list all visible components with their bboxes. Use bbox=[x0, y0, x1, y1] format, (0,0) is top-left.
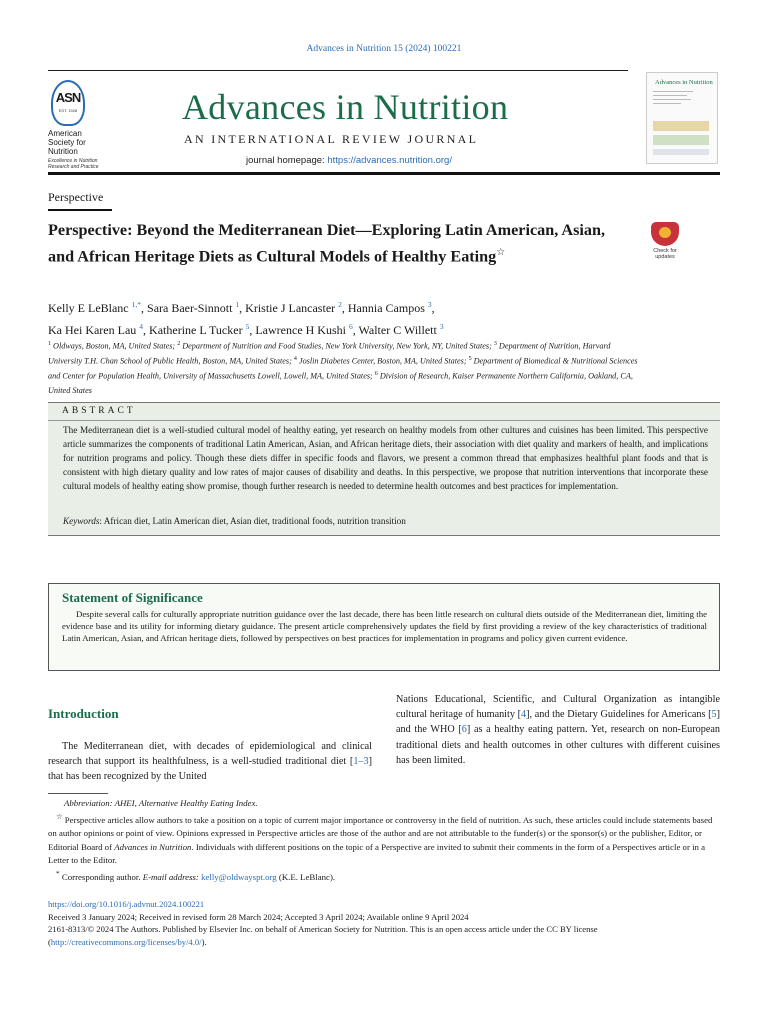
author-name[interactable]: Katherine L Tucker bbox=[149, 322, 243, 337]
significance-heading: Statement of Significance bbox=[62, 590, 203, 605]
reference-link[interactable]: 4 bbox=[521, 709, 527, 721]
footnote-abbreviation: Abbreviation: AHEI, Alternative Healthy Eating Index. bbox=[64, 798, 258, 808]
check-for-updates-label: Check for updates bbox=[653, 248, 677, 260]
journal-cover-thumbnail[interactable] bbox=[646, 72, 718, 164]
society-name: American Society for Nutrition Excellence in Nutrition Research and Practice bbox=[48, 129, 108, 170]
crossmark-icon bbox=[651, 222, 679, 246]
header-divider bbox=[48, 172, 720, 175]
journal-homepage: journal homepage: https://advances.nutrition.org/ bbox=[246, 155, 452, 166]
author-affiliation-ref[interactable]: 5 bbox=[245, 321, 250, 331]
author-name[interactable]: Walter C Willett bbox=[358, 322, 437, 337]
introduction-heading: Introduction bbox=[48, 706, 119, 721]
author-affiliation-ref[interactable]: 2 bbox=[338, 300, 342, 309]
author-name[interactable]: Sara Baer-Sinnott bbox=[147, 301, 233, 315]
license-info: 2161-8313/© 2024 The Authors. Published by Elsevier Inc. on behalf of American Society for Nutrition. This is an open access article under the CC BY license (http://creativecommons.org/licenses/by/4.0/). bbox=[48, 924, 598, 947]
footnotes bbox=[48, 797, 720, 884]
author-email-link[interactable]: kelly@oldwayspt.org bbox=[201, 871, 277, 882]
section-underline bbox=[48, 209, 112, 211]
journal-title: Advances in Nutrition bbox=[182, 87, 509, 127]
introduction-text-left: The Mediterranean diet, with decades of epidemiological and clinical research that support its healthfulness, is a well-studied traditional diet [1–3] that has been recognized by the United bbox=[48, 741, 372, 783]
author-name[interactable]: Ka Hei Karen Lau bbox=[48, 322, 137, 337]
author-name[interactable]: Lawrence H Kushi bbox=[255, 322, 346, 337]
affiliations: $^1$ Oldways, Boston, MA, United States; $^2$ Department of Nutrition and Food Studies, New York University, New York, NY, United States; $^3$ Department of Nutrition, Harvard University T.H. Chan School of Public Health, Boston, MA, United States; $^4$ Joslin Diabetes Center, Boston, MA, United States; $^5$ Department of Biomedical & Nutritional Sciences and Center for Population Health, University of Massachusetts Lowell, Lowell, MA, United States; $^6$ Division of Research, Kaiser Permanente Northern California, Oakland, CA, United States bbox=[48, 341, 638, 395]
title-footnote-mark[interactable]: ☆ bbox=[496, 246, 506, 258]
author-affiliation-ref[interactable]: 1 bbox=[235, 300, 240, 309]
journal-subtitle: AN INTERNATIONAL REVIEW JOURNAL bbox=[184, 132, 479, 146]
footnote-perspective: ☆ Perspective articles allow authors to take a position on a topic of current major importance or controversy in the field of nutrition. As such, these articles could include statements based on author opinions or point of view. Opinions expressed in Perspective articles are those of the author and are not attributable to the funder(s) or the sponsor(s) or the publisher, Editor, or Editorial Board of Advances in Nutrition. Individuals with different positions on the topic of a Perspective are invited to submit their comments in the form of a Perspectives article or in a Letter to the Editor. bbox=[48, 812, 713, 865]
author-affiliation-ref[interactable]: 3 bbox=[427, 300, 432, 309]
asn-logo bbox=[48, 80, 108, 170]
check-for-updates-badge[interactable] bbox=[646, 222, 684, 260]
header-rule bbox=[48, 70, 628, 71]
reference-link[interactable]: 1–3 bbox=[353, 756, 369, 768]
reference-link[interactable]: 6 bbox=[461, 724, 467, 736]
significance-text: Despite several calls for culturally appropriate nutrition guidance over the last decade, there has been little research on cultural diets outside of the Mediterranean diet, limiting the evidence base and its utility for informing dietary guidance. The present article comprehensively updates the field by first providing a review of the key characteristics of traditional Latin American, Asian, and African heritage diets, followed by perspectives on best practices for implementation in programs and policy given current evidence. bbox=[62, 609, 707, 643]
author-affiliation-ref[interactable]: 1,* bbox=[131, 300, 142, 309]
society-tagline: Excellence in Nutrition Research and Practice bbox=[48, 158, 99, 170]
footnote-corresponding-author: * Corresponding author. E-mail address: kelly@oldwayspt.org (K.E. LeBlanc). bbox=[56, 868, 336, 882]
significance-box bbox=[48, 583, 720, 671]
abstract-divider bbox=[48, 420, 720, 421]
reference-link[interactable]: 5 bbox=[711, 709, 717, 721]
article-section-label: Perspective bbox=[48, 190, 104, 204]
asn-emblem-icon bbox=[51, 80, 85, 126]
footnote-rule bbox=[48, 793, 108, 794]
journal-citation[interactable]: Advances in Nutrition 15 (2024) 100221 bbox=[306, 44, 462, 54]
introduction-text-right: Nations Educational, Scientific, and Cultural Organization as intangible cultural heritage of humanity [4], and the Dietary Guidelines for Americans [5] and the WHO [6] as a healthy eating pattern. Yet, research on non-European traditional diets and health outcomes in other cultures with different cuisines has been limited. bbox=[396, 694, 720, 766]
author-name[interactable]: Hannia Campos bbox=[347, 301, 425, 315]
doi-link[interactable]: https://doi.org/10.1016/j.advnut.2024.100221 bbox=[48, 899, 205, 909]
article-title: Perspective: Beyond the Mediterranean Diet—Exploring Latin American, Asian, and African Heritage Diets as Cultural Models of Healthy Eating☆ bbox=[48, 221, 606, 265]
abstract-text: The Mediterranean diet is a well-studied cultural model of healthy eating, yet research on healthy models from other cultures and cuisines has been limited. This perspective article summarizes the components of traditional Latin American, Asian, and African heritage diets, their association with diet quality and markers of health, and implications for nutrition programs and policy. Though these diets differ in specific foods and flavors, we present a common thread that emphasizes healthful plant foods and that is consistent with high dietary quality and low rates of major causes of disability and deaths. In this perspective, we propose that nutrition interventions that incorporate these cultural models of healthy eating show promise, though further research is needed to determine health outcomes and best practices for implementation. bbox=[63, 425, 708, 491]
author-affiliation-ref[interactable]: 3 bbox=[439, 321, 444, 331]
asn-logo-text: ASN bbox=[55, 90, 81, 105]
publication-info bbox=[48, 898, 720, 948]
author-affiliation-ref[interactable]: 4 bbox=[139, 321, 144, 331]
author-name[interactable]: Kelly E LeBlanc bbox=[48, 301, 129, 315]
cover-title: Advances in Nutrition bbox=[655, 79, 713, 86]
abstract-heading: ABSTRACT bbox=[62, 406, 136, 416]
publication-dates: Received 3 January 2024; Received in revised form 28 March 2024; Accepted 3 April 2024; Available online 9 April 2024 bbox=[48, 911, 469, 922]
author-affiliation-ref[interactable]: 6 bbox=[348, 321, 353, 331]
journal-homepage-link[interactable]: https://advances.nutrition.org/ bbox=[327, 155, 452, 166]
abstract-box bbox=[48, 402, 720, 536]
author-name[interactable]: Kristie J Lancaster bbox=[245, 301, 336, 315]
author-list: Kelly E LeBlanc $^{1,*}$, Sara Baer-Sinnott $^1$, Kristie J Lancaster $^2$, Hannia Campos $^3$, Ka Hei Karen Lau $^4$, Katherine L Tucker $^5$, Lawrence H Kushi $^6$, Walter C Willett $^3$ bbox=[48, 300, 444, 337]
license-link[interactable]: http://creativecommons.org/licenses/by/4.0/ bbox=[50, 936, 202, 947]
keywords: Keywords: African diet, Latin American diet, Asian diet, traditional foods, nutrition transition bbox=[63, 516, 406, 526]
asn-logo-year: EST. 1928 bbox=[58, 108, 78, 113]
